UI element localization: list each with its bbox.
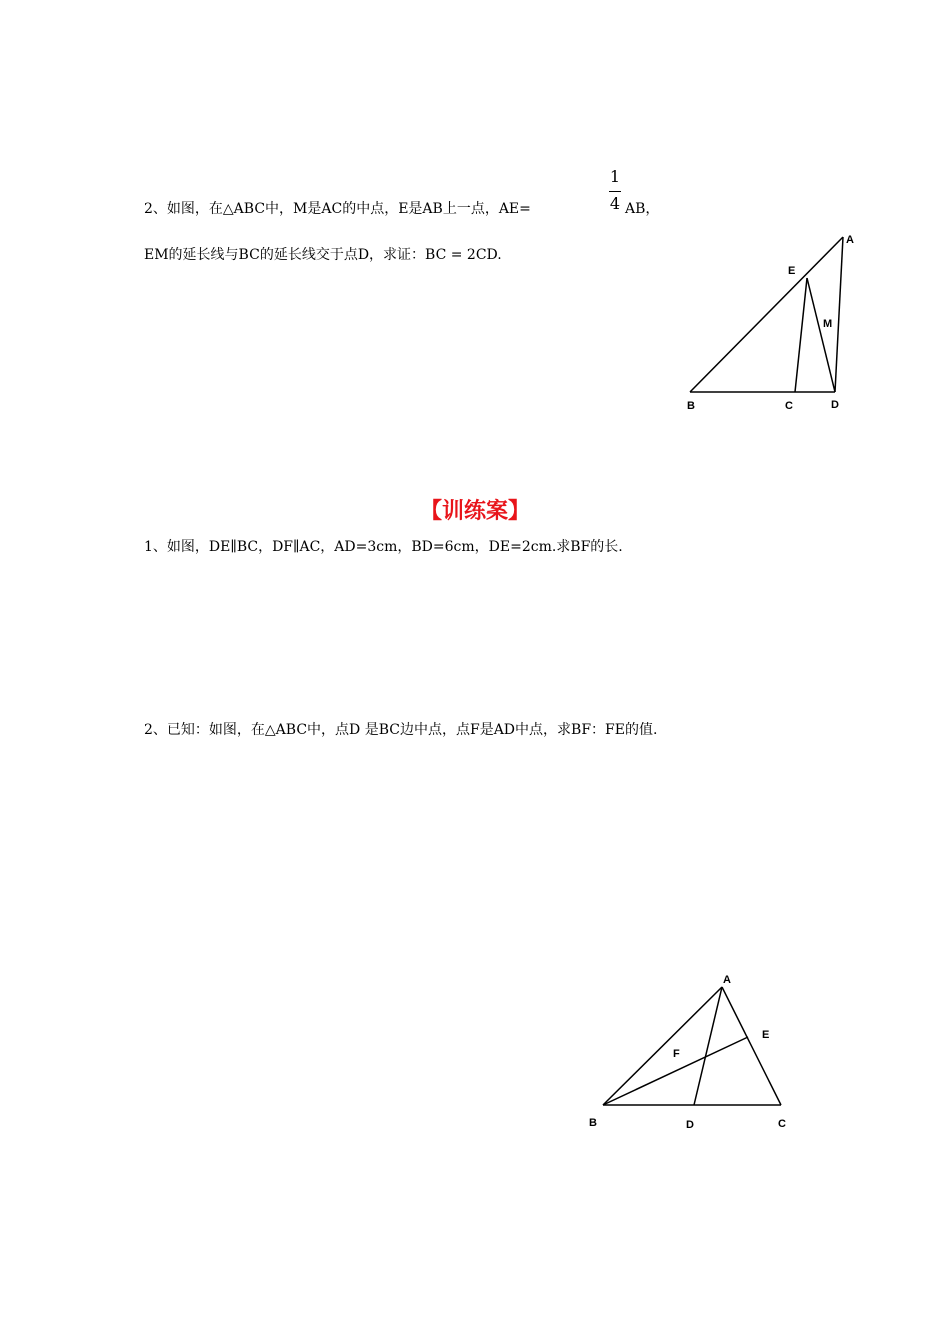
label-b: B [687, 400, 695, 412]
label-e: E [762, 1029, 770, 1041]
label-d: D [831, 399, 839, 411]
segment-ac [722, 987, 781, 1105]
section-heading: 【训练案】 [419, 499, 530, 524]
segment-ad [694, 987, 722, 1105]
label-c: C [785, 400, 793, 412]
segment-ab [603, 987, 722, 1105]
label-c: C [778, 1118, 786, 1130]
problem-2-line2: EM的延长线与BC的延长线交于点D，求证：BC = 2CD. [144, 247, 502, 263]
label-d: D [686, 1119, 694, 1131]
problem-2-line1-part1: 2、如图，在△ABC中，M是AC的中点，E是AB上一点，AE= [144, 201, 531, 217]
label-m: M [823, 318, 833, 330]
training-problem-2: 2、已知：如图，在△ABC中，点D 是BC边中点，点F是AD中点，求BF：FE的值. [144, 722, 658, 738]
label-a: A [846, 234, 854, 246]
label-b: B [589, 1117, 597, 1129]
training-problem-1: 1、如图，DE∥BC，DF∥AC，AD=3cm，BD=6cm，DE=2cm.求BF的长. [144, 539, 623, 555]
fraction-denominator: 4 [609, 194, 621, 213]
label-f: F [673, 1048, 680, 1060]
problem-2-line1-part2: AB， [625, 201, 660, 217]
label-e: E [788, 265, 796, 277]
label-a: A [723, 974, 731, 986]
fraction-numerator: 1 [609, 167, 621, 186]
